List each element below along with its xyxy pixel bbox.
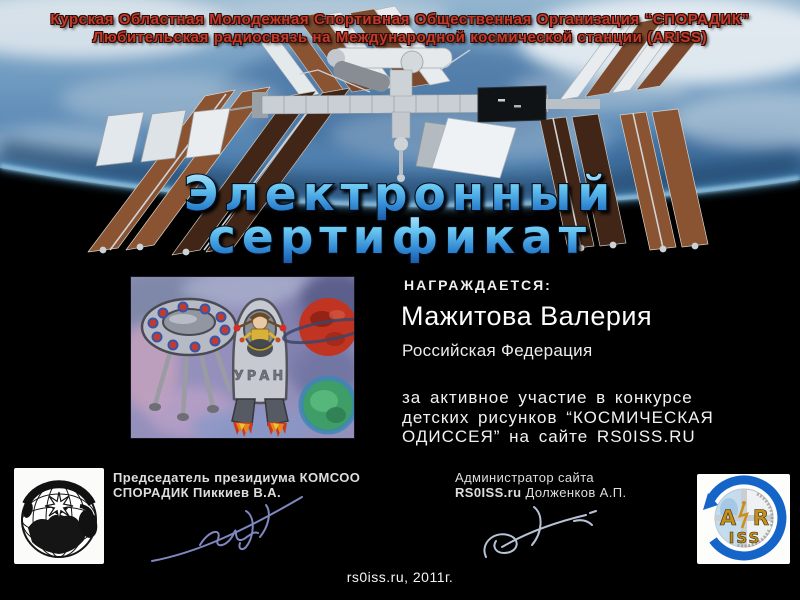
award-reason — [402, 388, 714, 447]
certificate-title — [0, 146, 800, 268]
award-label: НАГРАЖДАЕТСЯ: — [404, 277, 552, 293]
awardee-name: Мажитова Валерия — [401, 301, 653, 331]
award-reason-line: детских рисунков “КОСМИЧЕСКАЯ — [402, 407, 714, 427]
right-signature — [478, 495, 603, 563]
right-signatory-title: Администратор сайта — [455, 470, 595, 485]
left-signature — [148, 487, 308, 565]
ariss-logo — [697, 474, 790, 564]
title-line1: Электронный — [183, 167, 617, 222]
ariss-letter-a: A — [719, 506, 737, 530]
ariss-letter-r: R — [752, 506, 770, 530]
green-planet — [301, 378, 354, 432]
org-name: Курская Областная Молодежная Спортивная Общественная Организация “СПОРАДИК” — [50, 11, 750, 28]
sporadik-logo — [14, 468, 104, 564]
org-subtitle: Любительская радиосвязь на Международной космической станции (ARISS) — [92, 29, 708, 46]
child-drawing — [130, 276, 355, 439]
awardee-country: Российская Федерация — [402, 341, 593, 360]
ariss-letters-iss: ISS — [728, 529, 762, 547]
award-reason-line: за активное участие в конкурсе — [402, 388, 693, 407]
rocket-name-text: УРАН — [233, 369, 287, 384]
left-signatory-name: СПОРАДИК Пиккиев В.А. — [113, 484, 281, 500]
admin-name: Долженков А.П. — [525, 484, 627, 500]
footer-site-year: rs0iss.ru, 2011г. — [346, 569, 454, 585]
title-line2: сертификат — [208, 210, 592, 265]
site-callsign: RS0ISS.ru — [455, 484, 522, 500]
award-reason-line: ОДИССЕЯ” на сайте RS0ISS.RU — [402, 427, 696, 446]
left-signatory-title: Председатель президиума КОМСОО — [113, 470, 361, 485]
